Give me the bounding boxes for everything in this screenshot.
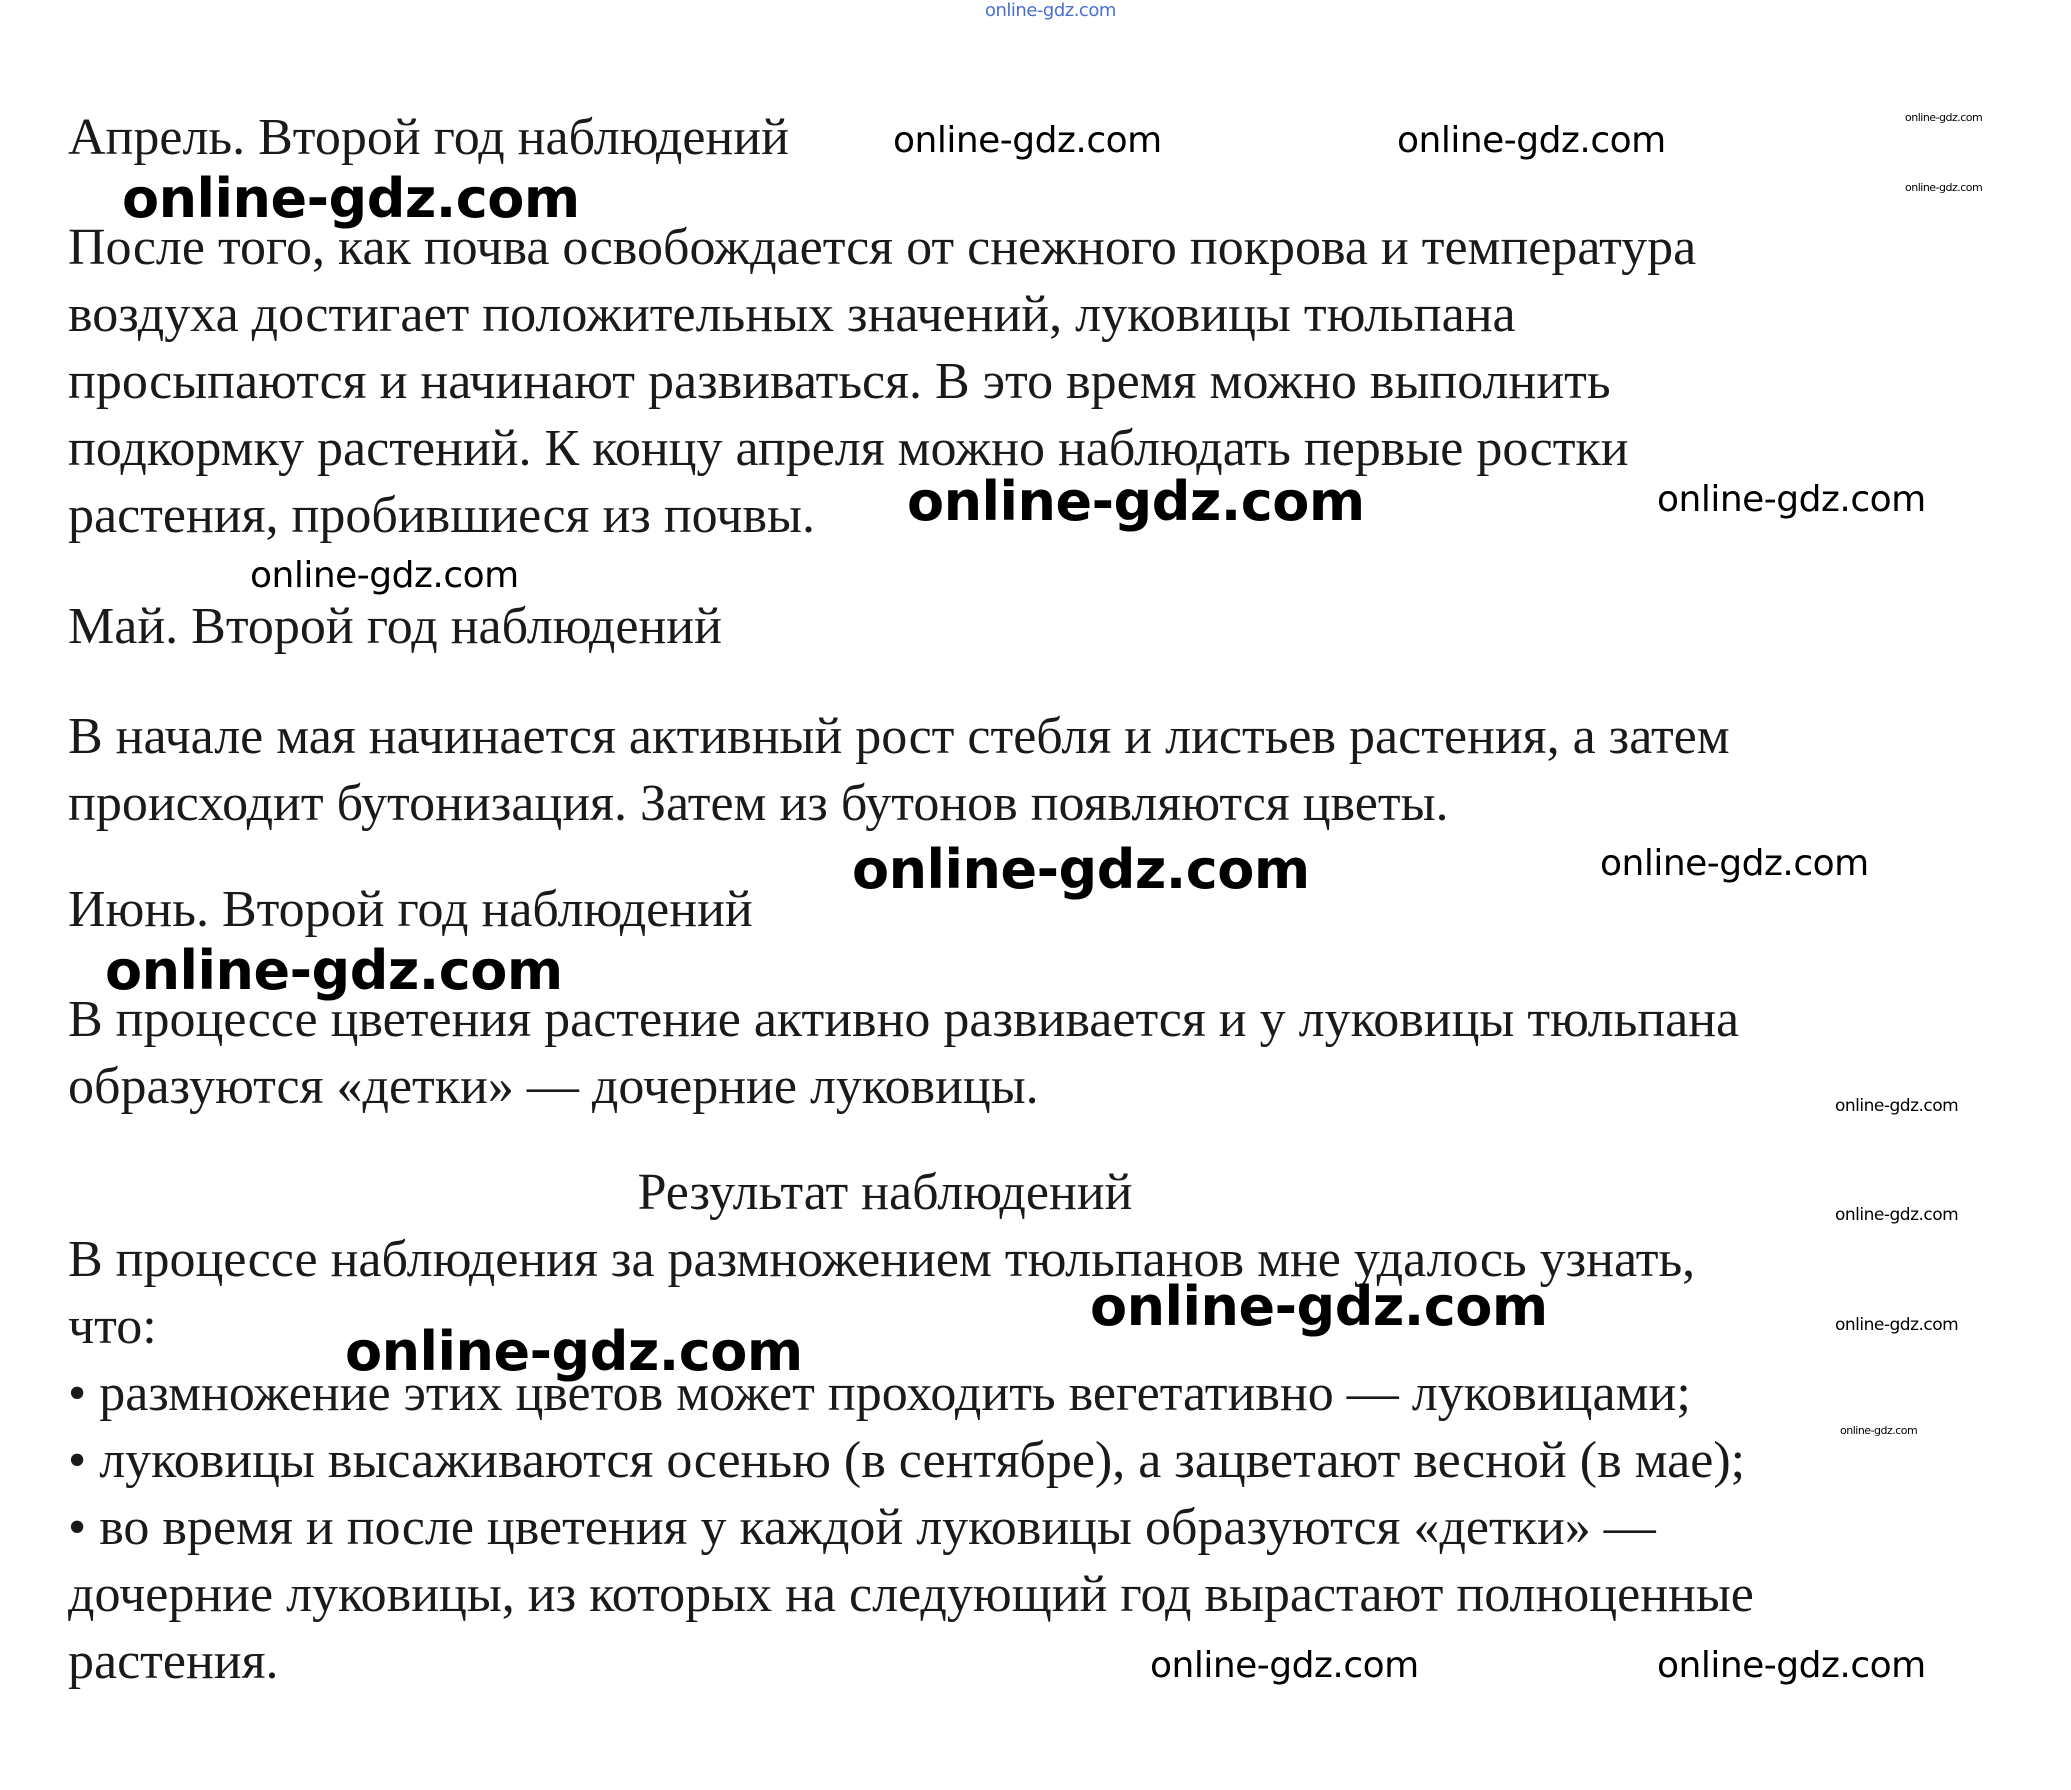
watermark: online-gdz.com <box>1835 1096 1959 1116</box>
may-heading: Май. Второй год наблюдений <box>68 598 722 655</box>
june-heading: Июнь. Второй год наблюдений <box>68 881 753 938</box>
watermark: online-gdz.com <box>1905 181 1983 194</box>
watermark: online-gdz.com <box>1840 1424 1918 1437</box>
april-paragraph-line: подкормку растений. К концу апреля можно наблюдать первые ростки <box>68 420 1629 477</box>
watermark: online-gdz.com <box>105 939 563 1002</box>
watermark: online-gdz.com <box>345 1320 803 1383</box>
results-line: дочерние луковицы, из которых на следующий год вырастают полноценные <box>68 1566 1754 1623</box>
results-bullet-line: • во время и после цветения у каждой луковицы образуются «детки» — <box>68 1499 1656 1556</box>
results-line: что: <box>68 1298 157 1355</box>
results-line: В процессе наблюдения за размножением тюльпанов мне удалось узнать, <box>68 1231 1696 1288</box>
june-paragraph-line: В процессе цветения растение активно развивается и у луковицы тюльпана <box>68 991 1740 1048</box>
watermark: online-gdz.com <box>1150 1645 1419 1686</box>
watermark: online-gdz.com <box>1835 1205 1959 1225</box>
results-bullet-line: • луковицы высаживаются осенью (в сентябре), а зацветают весной (в мае); <box>68 1432 1746 1489</box>
april-heading: Апрель. Второй год наблюдений <box>68 109 789 166</box>
watermark: online-gdz.com <box>852 838 1310 901</box>
watermark: online-gdz.com <box>893 120 1162 161</box>
april-paragraph-line: воздуха достигает положительных значений, луковицы тюльпана <box>68 286 1516 343</box>
watermark: online-gdz.com <box>1657 1645 1926 1686</box>
watermark: online-gdz.com <box>122 167 580 230</box>
april-paragraph-line: растения, пробившиеся из почвы. <box>68 487 815 544</box>
watermark: online-gdz.com <box>1835 1315 1959 1335</box>
may-paragraph-line: В начале мая начинается активный рост стебля и листьев растения, а затем <box>68 708 1730 765</box>
watermark: online-gdz.com <box>907 470 1365 533</box>
results-bullet-line: • размножение этих цветов может проходить вегетативно — луковицами; <box>68 1365 1691 1422</box>
watermark: online-gdz.com <box>1090 1275 1548 1338</box>
april-paragraph-line: просыпаются и начинают развиваться. В это время можно выполнить <box>68 353 1611 410</box>
watermark: online-gdz.com <box>1397 120 1666 161</box>
results-heading: Результат наблюдений <box>637 1164 1133 1221</box>
results-line: растения. <box>68 1633 279 1690</box>
watermark: online-gdz.com <box>1905 111 1983 124</box>
watermark: online-gdz.com <box>1600 843 1869 884</box>
watermark: online-gdz.com <box>1657 479 1926 520</box>
april-paragraph-line: После того, как почва освобождается от снежного покрова и температура <box>68 219 1697 276</box>
watermark-top: online-gdz.com <box>985 0 1116 21</box>
watermark: online-gdz.com <box>250 555 519 596</box>
may-paragraph-line: происходит бутонизация. Затем из бутонов появляются цветы. <box>68 775 1449 832</box>
june-paragraph-line: образуются «детки» — дочерние луковицы. <box>68 1058 1039 1115</box>
